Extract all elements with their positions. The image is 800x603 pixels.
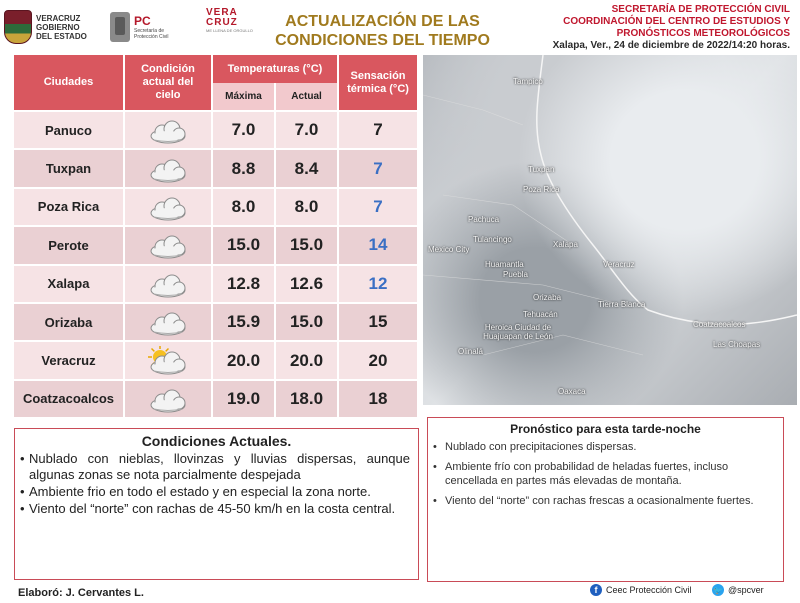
header-temperatures-group <box>213 55 339 110</box>
sky-condition <box>125 266 213 302</box>
table-row <box>14 266 417 302</box>
veracruz-brand-logo <box>206 8 270 46</box>
sky-condition <box>125 381 213 417</box>
map-label: Tehuacán <box>523 310 558 319</box>
map-label: Mexico City <box>428 245 470 254</box>
max-temp: 8.8 <box>213 150 276 186</box>
table-row <box>14 342 417 378</box>
map-label: Veracruz <box>603 260 635 269</box>
agency-line-1: SECRETARÍA DE PROTECCIÓN CIVIL <box>611 4 790 15</box>
proteccion-civil-logo <box>110 8 205 46</box>
map-label: Pachuca <box>468 215 500 224</box>
forecast-item: • Ambiente frío con probabilidad de heladas fuertes, incluso cencellada en partes más elevadas de montaña. <box>433 460 775 488</box>
current-temp: 8.0 <box>276 189 339 225</box>
map-label: Tuxpan <box>528 165 555 174</box>
current-temp: 15.0 <box>276 227 339 263</box>
forecast-box <box>427 417 784 582</box>
table-row <box>14 227 417 263</box>
author: Elaboró: J. Cervantes L. <box>18 587 144 599</box>
condition-item: • Ambiente frio en todo el estado y en especial la zona norte. <box>20 484 410 500</box>
cloudy-icon <box>146 269 190 299</box>
thermal-sensation: 20 <box>368 350 388 370</box>
map-label: Poza Rica <box>523 185 560 194</box>
map-label: Heroica Ciudad de Huajuapan de León <box>483 323 553 341</box>
city-name: Panuco <box>14 112 125 148</box>
conditions-title: Condiciones Actuales. <box>141 433 292 449</box>
facebook-handle: Ceec Protección Civil <box>606 585 692 595</box>
current-temp: 18.0 <box>276 381 339 417</box>
partly-cloudy-icon <box>146 346 190 376</box>
map-label: Tulancingo <box>473 235 512 244</box>
current-conditions-box <box>14 428 419 580</box>
pc-emblem-icon <box>110 12 130 42</box>
cloudy-icon <box>146 192 190 222</box>
pc-subtitle: Secretaría de Protección Civil <box>134 28 169 40</box>
map-label: Tierra Blanca <box>598 300 646 309</box>
table-row <box>14 150 417 186</box>
header-thermal: Sensación térmica (°C) <box>339 55 417 110</box>
condition-item: • Viento del “norte” con rachas de 45-50 km/h en la costa central. <box>20 501 410 517</box>
forecast-item: • Viento del “norte” con rachas frescas a ocasionalmente fuertes. <box>433 494 775 508</box>
city-name: Tuxpan <box>14 150 125 186</box>
current-temp: 15.0 <box>276 304 339 340</box>
cloudy-icon <box>146 115 190 145</box>
city-name: Xalapa <box>14 266 125 302</box>
thermal-sensation: 15 <box>368 312 388 332</box>
twitter-handle: @spcver <box>728 585 764 595</box>
max-temp: 8.0 <box>213 189 276 225</box>
max-temp: 7.0 <box>213 112 276 148</box>
map-label: Las Choapas <box>713 340 761 349</box>
brand-word: VERA CRUZ <box>206 7 238 28</box>
map-label: Puebla <box>503 270 528 279</box>
map-label: Coatzacoalcos <box>693 320 746 329</box>
sky-condition <box>125 112 213 148</box>
report-date: Xalapa, Ver., 24 de diciembre de 2022/14:20 horas. <box>552 40 790 51</box>
agency-line-2: COORDINACIÓN DEL CENTRO DE ESTUDIOS Y <box>563 16 790 27</box>
city-name: Orizaba <box>14 304 125 340</box>
max-temp: 15.9 <box>213 304 276 340</box>
thermal-sensation: 14 <box>368 235 388 255</box>
map-label: Huamantla <box>485 260 524 269</box>
veracruz-government-logo <box>4 8 114 46</box>
table-row <box>14 381 417 417</box>
page-title <box>265 12 500 50</box>
header-max: Máxima <box>213 83 276 110</box>
header-city: Ciudades <box>14 55 125 110</box>
current-temp: 20.0 <box>276 342 339 378</box>
thermal-sensation: 7 <box>373 196 383 216</box>
satellite-map <box>423 55 797 405</box>
title-line-1: ACTUALIZACIÓN DE LAS <box>285 13 480 30</box>
sky-condition <box>125 227 213 263</box>
map-label: Oaxaca <box>558 387 586 396</box>
title-line-2: CONDICIONES DEL TIEMPO <box>275 32 490 49</box>
map-label: Tampico <box>513 77 543 86</box>
city-name: Poza Rica <box>14 189 125 225</box>
table-header <box>14 55 417 110</box>
forecast-list <box>428 440 783 508</box>
forecast-item: • Nublado con precipitaciones dispersas. <box>433 440 775 454</box>
header-current: Actual <box>276 83 339 110</box>
sky-condition <box>125 150 213 186</box>
twitter-icon: 🐦 <box>713 585 723 595</box>
facebook-link[interactable] <box>590 584 692 596</box>
max-temp: 19.0 <box>213 381 276 417</box>
city-name: Perote <box>14 227 125 263</box>
agency-line-3: PRONÓSTICOS METEOROLÓGICOS <box>616 28 790 39</box>
map-label: Olinalá <box>458 347 483 356</box>
current-temp: 8.4 <box>276 150 339 186</box>
thermal-sensation: 18 <box>368 388 388 408</box>
state-shield-icon <box>4 10 32 44</box>
map-label: Orizaba <box>533 293 562 302</box>
agency-header <box>520 4 790 52</box>
condition-item: • Nublado con nieblas, llovinzas y lluvias dispersas, aunque algunas zonas se nota parcialmente despejada <box>20 451 410 483</box>
current-temp: 7.0 <box>276 112 339 148</box>
cloudy-icon <box>146 230 190 260</box>
table-row <box>14 304 417 340</box>
thermal-sensation: 12 <box>368 273 388 293</box>
sky-condition <box>125 342 213 378</box>
thermal-sensation: 7 <box>373 158 383 178</box>
facebook-icon: f <box>590 584 602 596</box>
max-temp: 20.0 <box>213 342 276 378</box>
cloudy-icon <box>146 154 190 184</box>
max-temp: 12.8 <box>213 266 276 302</box>
current-temp: 12.6 <box>276 266 339 302</box>
table-row <box>14 112 417 148</box>
header-temperatures: Temperaturas (°C) <box>213 55 339 83</box>
sky-condition <box>125 189 213 225</box>
brand-tagline: ME LLENA DE ORGULLO <box>206 28 253 33</box>
city-name: Coatzacoalcos <box>14 381 125 417</box>
table-row <box>14 189 417 225</box>
conditions-list <box>15 451 418 517</box>
pc-title: PC <box>134 14 151 28</box>
thermal-sensation: 7 <box>373 120 383 140</box>
header-condition: Condición actual del cielo <box>125 55 213 110</box>
cloudy-icon <box>146 307 190 337</box>
city-name: Veracruz <box>14 342 125 378</box>
forecast-title: Pronóstico para esta tarde-noche <box>510 422 701 436</box>
sky-condition <box>125 304 213 340</box>
cloudy-icon <box>146 384 190 414</box>
weather-table <box>14 55 417 417</box>
max-temp: 15.0 <box>213 227 276 263</box>
twitter-link[interactable] <box>712 584 764 596</box>
map-label: Xalapa <box>553 240 578 249</box>
logo-text: VERACRUZ GOBIERNO DEL ESTADO <box>36 13 87 41</box>
